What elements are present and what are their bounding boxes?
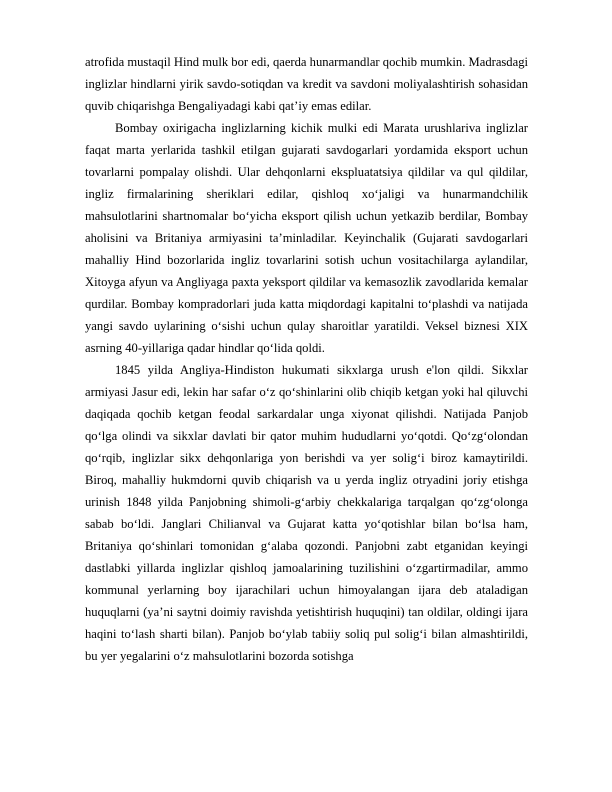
paragraph-bombay: Bombay oxirigacha inglizlarning kichik mulki edi Marata urushlariva inglizlar faqat marta yerlarida tashkil etilgan gujarati savdogarlari yordamida eksport uchun tovarlarni pompalay olishdi. Ular dehqonlarni ekspluatatsiya qildilar va qul qildilar, ingliz firmalarining sheriklari edilar, qishloq xo‘jaligi va hunarmandchilik mahsulotlarini shartnomalar bo‘yicha eksport qilish uchun yetkazib berdilar, Bombay aholisini va Britaniya armiyasini ta’minladilar. Keyinchalik (Gujarati savdogarlari mahalliy Hind bozorlarida ingliz tovarlarini sotish uchun vositachilarga aylandilar, Xitoyga afyun va Angliyaga paxta yeksport qildilar va kemasozlik zavodlarida kemalar qurdilar. Bombay kompradorlari juda katta miqdordagi kapitalni to‘plashdi va natijada yangi savdo uylarining o‘sishi uchun qulay sharoitlar yaratildi. Veksel biznesi XIX asrning 40-yillariga qadar hindlar qo‘lida qoldi. [85,121,528,355]
paragraph-continuation: atrofida mustaqil Hind mulk bor edi, qaerda hunarmandlar qochib mumkin. Madrasdagi inglizlar hindlarni yirik savdo-sotiqdan va kredit va savdoni moliyalashtirish sohasidan quvib chiqarishga Bengaliyadagi kabi qat’iy emas edilar. [85,55,528,113]
document-body [85,51,528,667]
paragraph-sikh-war: 1845 yilda Angliya-Hindiston hukumati sikxlarga urush e'lon qildi. Sikxlar armiyasi Jasur edi, lekin har safar o‘z qo‘shinlarini olib chiqib ketgan yoki hal qiluvchi daqiqada qochib ketgan feodal sarkardalar unga xiyonat qilishdi. Natijada Panjob qo‘lga olindi va sikxlar davlati bir qator muhim hududlarni yo‘qotdi. Qo‘zg‘olondan qo‘rqib, inglizlar sikx dehqonlariga yon berishdi va yer solig‘i biroz kamaytirildi. Biroq, mahalliy hukmdorni quvib chiqarish va u yerda ingliz otryadini joriy etishga urinish 1848 yilda Panjobning shimoli-g‘arbiy chekkalariga tarqalgan qo‘zg‘olonga sabab bo‘ldi. Janglari Chilianval va Gujarat katta yo‘qotishlar bilan bo‘lsa ham, Britaniya qo‘shinlari tomonidan g‘alaba qozondi. Panjobni zabt etganidan keyingi dastlabki yillarda inglizlar qishloq jamoalarining tuzilishini o‘zgartirmadilar, ammo kommunal yerlarning boy ijarachilari uchun himoyalangan ijara deb ataladigan huquqlarni (ya’ni saytni doimiy ravishda yetishtirish huquqini) tan oldilar, oldingi ijara haqini to‘lash sharti bilan). Panjob bo‘ylab tabiiy soliq pul solig‘i bilan almashtirildi, bu yer yegalarini o‘z mahsulotlarini bozorda sotishga [85,363,528,663]
